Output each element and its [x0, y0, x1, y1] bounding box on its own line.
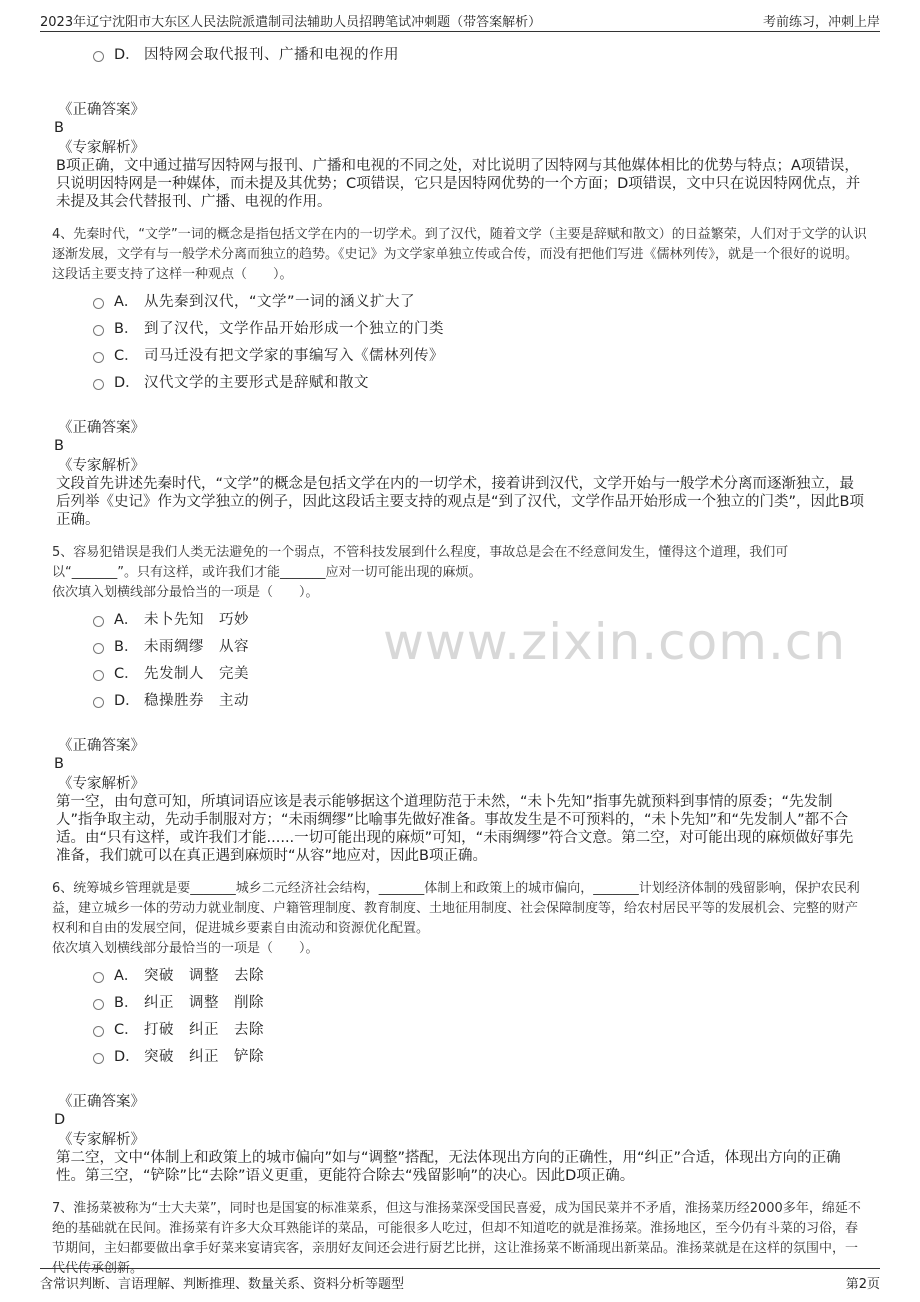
option-letter: A． [114, 294, 139, 310]
option-letter: A． [114, 612, 139, 628]
analysis-text: 第一空，由句意可知，所填词语应该是表示能够据这个道理防范于未然，“未卜先知”指事先就预料到事情的原委；“先发制人”指争取主动，先动手制服对方；“未雨绸缪”比喻事先做好准备。事故发生是不可预料的，“未卜先知”和“先发制人”都不合适。由“只有这样，或许我们才能......一切可能出现的麻烦”可知，“未雨绸缪”符合文意。第二空，对可能出现的麻烦做好事先准备，我们就可以在真正遇到麻烦时“从容”地应对，因此B项正确。 [56, 794, 854, 864]
page-footer [40, 1268, 880, 1291]
option-text: 因特网会取代报刊、广播和电视的作用 [144, 47, 399, 63]
analysis-label: 《专家解析》 [58, 140, 145, 156]
question-7 [52, 1199, 867, 1279]
radio-icon[interactable] [93, 999, 104, 1010]
radio-icon[interactable] [93, 379, 104, 390]
question-stem: 4、先秦时代，“文学”一词的概念是指包括文学在内的一切学术。到了汉代，随着文学（主要是辞赋和散文）的日益繁荣，人们对于文学的认识逐渐发展，文学有与一般学术分离而独立的趋势。《史记》为文学家单独立传或合传，而没有把他们写进《儒林列传》，就是一个很好的说明。 [52, 227, 867, 262]
answer-label: 《正确答案》 [58, 102, 145, 118]
option-text: 突破 纠正 铲除 [144, 1049, 264, 1065]
analysis-text: 文段首先讲述先秦时代，“文学”的概念是包括文学在内的一切学术，接着讲到汉代，文学开始与一般学术分离而逐渐独立，最后列举《史记》作为文学独立的例子，因此这段话主要支持的观点是“到了汉代，文学作品开始形成一个独立的门类”，因此B项正确。 [56, 476, 864, 528]
document-title: 2023年辽宁沈阳市大东区人民法院派遣制司法辅助人员招聘笔试冲刺题（带答案解析） [40, 15, 542, 30]
question-stem: 7、淮扬菜被称为“士大夫菜”，同时也是国宴的标准菜系，但这与淮扬菜深受国民喜爱，成为国民菜并不矛盾，淮扬菜历经2000多年，绵延不绝的基础就在民间。淮扬菜有许多大众耳熟能详的菜品，可能很多人吃过，但却不知道吃的就是淮扬菜。淮扬地区，至今仍有斗菜的习俗，春节期间，主妇都要做出拿手好菜来宴请宾客，亲朋好友间还会进行厨艺比拼，这让淮扬菜不断涌现出新菜品。淮扬菜就是在这样的氛围中，一代代传承创新。 [52, 1201, 861, 1276]
option-letter: B． [114, 995, 139, 1011]
option-text: 未雨绸缪 从容 [144, 639, 249, 655]
option-b[interactable] [52, 988, 867, 1015]
option-text: 先发制人 完美 [144, 666, 249, 682]
analysis-text: 第二空，文中“体制上和政策上的城市偏向”如与“调整”搭配，无法体现出方向的正确性，用“纠正”合适，体现出方向的正确性。第三空，“铲除”比“去除”语义更重，更能符合除去“残留影响”的决心。因此D项正确。 [56, 1150, 841, 1184]
option-letter: C． [114, 348, 139, 364]
option-text: 从先秦到汉代，“文学”一词的涵义扩大了 [144, 294, 416, 310]
radio-icon[interactable] [93, 616, 104, 627]
page-header [40, 9, 880, 32]
radio-icon[interactable] [93, 670, 104, 681]
analysis-label: 《专家解析》 [58, 776, 145, 792]
question-prompt: 依次填入划横线部分最恰当的一项是（ ）。 [52, 585, 319, 600]
watermark: www.zixin.com.cn [383, 613, 847, 671]
answer-label: 《正确答案》 [58, 1094, 145, 1110]
radio-icon[interactable] [93, 298, 104, 309]
question-3 [52, 40, 867, 211]
option-text: 打破 纠正 去除 [144, 1022, 264, 1038]
correct-answer: B [54, 438, 64, 454]
header-slogan: 考前练习，冲刺上岸 [762, 15, 880, 30]
question-6 [52, 879, 867, 1185]
option-d[interactable] [52, 686, 867, 713]
analysis-label: 《专家解析》 [58, 458, 145, 474]
radio-icon[interactable] [93, 697, 104, 708]
option-b[interactable] [52, 314, 867, 341]
option-letter: C． [114, 1022, 139, 1038]
correct-answer: B [54, 756, 64, 772]
radio-icon[interactable] [93, 1053, 104, 1064]
page-number: 第2页 [845, 1277, 880, 1292]
option-text: 突破 调整 去除 [144, 968, 264, 984]
options-list [52, 605, 867, 713]
option-c[interactable] [52, 341, 867, 368]
footer-topics: 含常识判断、言语理解、判断推理、数量关系、资料分析等题型 [40, 1277, 405, 1292]
option-d[interactable] [52, 368, 867, 395]
radio-icon[interactable] [93, 352, 104, 363]
option-c[interactable] [52, 659, 867, 686]
correct-answer: B [54, 120, 64, 136]
option-letter: D． [114, 1049, 140, 1065]
question-prompt: 依次填入划横线部分最恰当的一项是（ ）。 [52, 941, 319, 956]
option-text: 汉代文学的主要形式是辞赋和散文 [144, 375, 369, 391]
option-text: 司马迁没有把文学家的事编写入《儒林列传》 [144, 348, 444, 364]
radio-icon[interactable] [93, 325, 104, 336]
option-letter: D． [114, 375, 140, 391]
radio-icon[interactable] [93, 1026, 104, 1037]
answer-label: 《正确答案》 [58, 738, 145, 754]
option-text: 稳操胜券 主动 [144, 693, 249, 709]
question-stem: 6、统筹城乡管理就是要_______城乡二元经济社会结构，_______体制上和政策上的城市偏向，_______计划经济体制的残留影响，保护农民利益，建立城乡一体的劳动力就业制度、户籍管理制度、教育制度、土地征用制度、社会保障制度等，给农村居民平等的发展机会、完整的财产权利和自由的发展空间，促进城乡要素自由流动和资源优化配置。 [52, 881, 860, 936]
analysis-label: 《专家解析》 [58, 1132, 145, 1148]
analysis-text: B项正确，文中通过描写因特网与报刊、广播和电视的不同之处，对比说明了因特网与其他媒体相比的优势与特点；A项错误，只说明因特网是一种媒体，而未提及其优势；C项错误，它只是因特网优势的一个方面；D项错误，文中只在说因特网优点，并未提及其会代替报刊、广播、电视的作用。 [56, 158, 861, 210]
options-list [52, 287, 867, 395]
option-text: 纠正 调整 削除 [144, 995, 264, 1011]
option-letter: D． [114, 693, 140, 709]
question-4 [52, 225, 867, 529]
option-a[interactable] [52, 605, 867, 632]
answer-label: 《正确答案》 [58, 420, 145, 436]
option-letter: D． [114, 47, 140, 63]
option-b[interactable] [52, 632, 867, 659]
option-letter: B． [114, 321, 139, 337]
option-text: 到了汉代，文学作品开始形成一个独立的门类 [144, 321, 444, 337]
option-letter: B． [114, 639, 139, 655]
option-text: 未卜先知 巧妙 [144, 612, 249, 628]
question-stem: 5、容易犯错误是我们人类无法避免的一个弱点，不管科技发展到什么程度，事故总是会在不经意间发生，懂得这个道理，我们可以“_______”。只有这样，或许我们才能_______应对一切可能出现的麻烦。 [52, 545, 789, 580]
radio-icon[interactable] [93, 643, 104, 654]
radio-icon[interactable] [93, 972, 104, 983]
radio-icon[interactable] [93, 51, 104, 62]
option-a[interactable] [52, 287, 867, 314]
question-prompt: 这段话主要支持了这样一种观点（ ）。 [52, 267, 293, 282]
option-letter: C． [114, 666, 139, 682]
page-content [52, 40, 867, 1279]
option-letter: A． [114, 968, 139, 984]
correct-answer: D [54, 1112, 66, 1128]
option-c[interactable] [52, 1015, 867, 1042]
option-a[interactable] [52, 961, 867, 988]
options-list [52, 961, 867, 1069]
option-d[interactable] [52, 1042, 867, 1069]
option-d[interactable] [52, 40, 867, 67]
question-5 [52, 543, 867, 865]
